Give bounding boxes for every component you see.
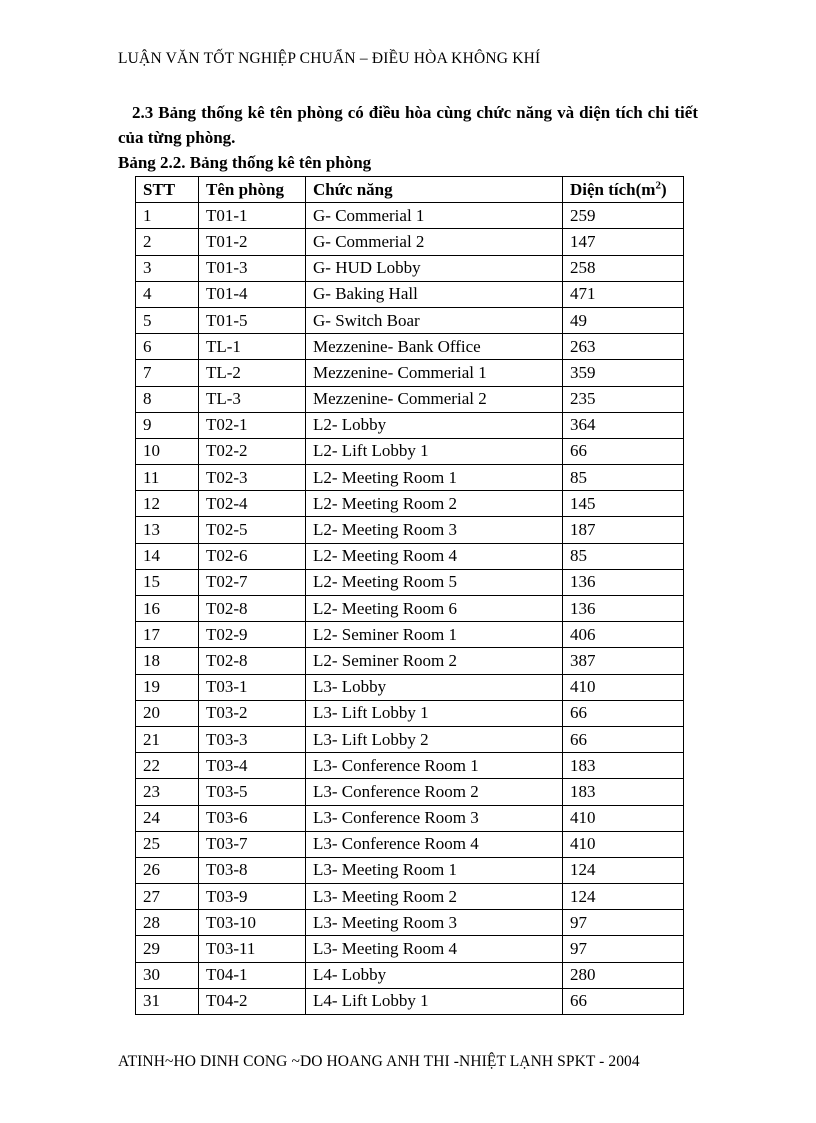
cell-stt: 20: [136, 700, 199, 726]
table-row: [136, 779, 684, 805]
cell-stt: 5: [136, 307, 199, 333]
cell-area: 66: [563, 438, 684, 464]
cell-room-name: TL-3: [199, 386, 306, 412]
cell-room-name: T03-8: [199, 857, 306, 883]
header-area: [563, 177, 684, 203]
table-row: [136, 753, 684, 779]
table-row: [136, 386, 684, 412]
cell-area: 136: [563, 569, 684, 595]
cell-room-name: T03-2: [199, 700, 306, 726]
cell-area: 471: [563, 281, 684, 307]
cell-function: L4- Lobby: [306, 962, 563, 988]
cell-room-name: T01-1: [199, 203, 306, 229]
cell-stt: 25: [136, 831, 199, 857]
cell-room-name: T02-3: [199, 465, 306, 491]
cell-room-name: T03-5: [199, 779, 306, 805]
cell-room-name: T02-8: [199, 596, 306, 622]
cell-stt: 15: [136, 569, 199, 595]
cell-area: 410: [563, 805, 684, 831]
cell-room-name: T03-7: [199, 831, 306, 857]
cell-stt: 2: [136, 229, 199, 255]
cell-area: 97: [563, 910, 684, 936]
table-row: [136, 543, 684, 569]
table-row: [136, 700, 684, 726]
table-row: [136, 229, 684, 255]
table-row: [136, 360, 684, 386]
cell-stt: 23: [136, 779, 199, 805]
cell-stt: 26: [136, 857, 199, 883]
table-row: [136, 307, 684, 333]
cell-area: 359: [563, 360, 684, 386]
cell-room-name: T03-11: [199, 936, 306, 962]
cell-stt: 11: [136, 465, 199, 491]
cell-area: 85: [563, 543, 684, 569]
cell-area: 187: [563, 517, 684, 543]
cell-area: 66: [563, 988, 684, 1014]
table-row: [136, 517, 684, 543]
cell-function: L3- Conference Room 2: [306, 779, 563, 805]
cell-area: 183: [563, 779, 684, 805]
cell-function: L2- Lift Lobby 1: [306, 438, 563, 464]
cell-area: 387: [563, 648, 684, 674]
cell-stt: 19: [136, 674, 199, 700]
table-row: [136, 831, 684, 857]
cell-function: L4- Lift Lobby 1: [306, 988, 563, 1014]
cell-function: L3- Meeting Room 2: [306, 884, 563, 910]
cell-stt: 13: [136, 517, 199, 543]
table-row: [136, 857, 684, 883]
cell-stt: 9: [136, 412, 199, 438]
cell-room-name: T03-10: [199, 910, 306, 936]
table-row: [136, 334, 684, 360]
cell-room-name: T01-2: [199, 229, 306, 255]
table-row: [136, 674, 684, 700]
cell-stt: 16: [136, 596, 199, 622]
table-row: [136, 596, 684, 622]
section-title: 2.3 Bảng thống kê tên phòng có điều hòa cùng chức năng và diện tích chi tiết của từng phòng.: [118, 103, 698, 147]
table-row: [136, 910, 684, 936]
cell-area: 136: [563, 596, 684, 622]
rooms-table: [135, 176, 684, 1015]
cell-room-name: T03-9: [199, 884, 306, 910]
cell-function: G- Commerial 1: [306, 203, 563, 229]
cell-area: 258: [563, 255, 684, 281]
table-row: [136, 412, 684, 438]
cell-function: Mezzenine- Bank Office: [306, 334, 563, 360]
table-row: [136, 203, 684, 229]
cell-function: L3- Conference Room 4: [306, 831, 563, 857]
table-caption: Bảng 2.2. Bảng thống kê tên phòng: [118, 153, 372, 172]
cell-function: G- Commerial 2: [306, 229, 563, 255]
cell-function: L2- Meeting Room 3: [306, 517, 563, 543]
cell-room-name: T03-1: [199, 674, 306, 700]
cell-stt: 29: [136, 936, 199, 962]
cell-function: L2- Meeting Room 1: [306, 465, 563, 491]
cell-function: L3- Conference Room 3: [306, 805, 563, 831]
table-row: [136, 281, 684, 307]
header-area-label: Diện tích(m: [570, 179, 656, 199]
header-area-close: ): [660, 179, 667, 199]
table-body: [136, 203, 684, 1015]
cell-function: L3- Lobby: [306, 674, 563, 700]
cell-room-name: T02-1: [199, 412, 306, 438]
header-room-name: Tên phòng: [199, 177, 306, 203]
cell-room-name: TL-2: [199, 360, 306, 386]
cell-stt: 4: [136, 281, 199, 307]
cell-stt: 24: [136, 805, 199, 831]
table-row: [136, 962, 684, 988]
cell-function: L2- Seminer Room 2: [306, 648, 563, 674]
table-row: [136, 936, 684, 962]
table-row: [136, 465, 684, 491]
cell-area: 97: [563, 936, 684, 962]
cell-area: 85: [563, 465, 684, 491]
cell-function: L3- Lift Lobby 1: [306, 700, 563, 726]
cell-stt: 27: [136, 884, 199, 910]
cell-room-name: T01-4: [199, 281, 306, 307]
cell-area: 147: [563, 229, 684, 255]
cell-room-name: T02-4: [199, 491, 306, 517]
table-row: [136, 648, 684, 674]
cell-area: 124: [563, 884, 684, 910]
page-footer: ATINH~HO DINH CONG ~DO HOANG ANH THI -NHIỆT LẠNH SPKT - 2004: [118, 1053, 640, 1070]
table-row: [136, 988, 684, 1014]
cell-stt: 8: [136, 386, 199, 412]
cell-area: 410: [563, 674, 684, 700]
cell-stt: 21: [136, 726, 199, 752]
cell-area: 259: [563, 203, 684, 229]
header-stt: STT: [136, 177, 199, 203]
cell-room-name: T03-3: [199, 726, 306, 752]
cell-area: 235: [563, 386, 684, 412]
cell-room-name: TL-1: [199, 334, 306, 360]
cell-stt: 28: [136, 910, 199, 936]
table-row: [136, 805, 684, 831]
table-row: [136, 622, 684, 648]
cell-stt: 17: [136, 622, 199, 648]
table-row: [136, 255, 684, 281]
cell-stt: 7: [136, 360, 199, 386]
cell-function: L3- Meeting Room 3: [306, 910, 563, 936]
table-row: [136, 491, 684, 517]
table-row: [136, 438, 684, 464]
cell-stt: 18: [136, 648, 199, 674]
cell-area: 66: [563, 700, 684, 726]
cell-function: L3- Conference Room 1: [306, 753, 563, 779]
cell-stt: 1: [136, 203, 199, 229]
cell-room-name: T02-7: [199, 569, 306, 595]
cell-stt: 14: [136, 543, 199, 569]
cell-function: L2- Meeting Room 6: [306, 596, 563, 622]
cell-stt: 30: [136, 962, 199, 988]
cell-area: 410: [563, 831, 684, 857]
cell-function: Mezzenine- Commerial 2: [306, 386, 563, 412]
cell-room-name: T02-8: [199, 648, 306, 674]
cell-function: L2- Meeting Room 5: [306, 569, 563, 595]
cell-stt: 22: [136, 753, 199, 779]
cell-room-name: T01-5: [199, 307, 306, 333]
cell-stt: 3: [136, 255, 199, 281]
cell-room-name: T02-9: [199, 622, 306, 648]
cell-stt: 12: [136, 491, 199, 517]
cell-room-name: T02-5: [199, 517, 306, 543]
cell-area: 183: [563, 753, 684, 779]
cell-stt: 31: [136, 988, 199, 1014]
cell-room-name: T04-1: [199, 962, 306, 988]
cell-area: 280: [563, 962, 684, 988]
cell-function: L2- Meeting Room 4: [306, 543, 563, 569]
cell-area: 406: [563, 622, 684, 648]
header-area-superscript: 2: [655, 178, 661, 191]
cell-area: 49: [563, 307, 684, 333]
cell-stt: 6: [136, 334, 199, 360]
cell-area: 364: [563, 412, 684, 438]
cell-area: 145: [563, 491, 684, 517]
page-header: LUẬN VĂN TỐT NGHIỆP CHUẨN – ĐIỀU HÒA KHÔNG KHÍ: [118, 50, 541, 67]
cell-function: L2- Meeting Room 2: [306, 491, 563, 517]
header-function: Chức năng: [306, 177, 563, 203]
cell-room-name: T04-2: [199, 988, 306, 1014]
cell-area: 263: [563, 334, 684, 360]
cell-function: G- Switch Boar: [306, 307, 563, 333]
cell-room-name: T02-2: [199, 438, 306, 464]
cell-room-name: T02-6: [199, 543, 306, 569]
cell-room-name: T03-6: [199, 805, 306, 831]
cell-area: 66: [563, 726, 684, 752]
cell-room-name: T01-3: [199, 255, 306, 281]
table-header-row: [136, 177, 684, 203]
table-row: [136, 884, 684, 910]
cell-stt: 10: [136, 438, 199, 464]
cell-room-name: T03-4: [199, 753, 306, 779]
cell-function: G- Baking Hall: [306, 281, 563, 307]
table-row: [136, 726, 684, 752]
cell-function: L2- Seminer Room 1: [306, 622, 563, 648]
cell-function: Mezzenine- Commerial 1: [306, 360, 563, 386]
table-row: [136, 569, 684, 595]
cell-function: G- HUD Lobby: [306, 255, 563, 281]
cell-function: L3- Meeting Room 1: [306, 857, 563, 883]
cell-area: 124: [563, 857, 684, 883]
cell-function: L3- Lift Lobby 2: [306, 726, 563, 752]
cell-function: L2- Lobby: [306, 412, 563, 438]
cell-function: L3- Meeting Room 4: [306, 936, 563, 962]
